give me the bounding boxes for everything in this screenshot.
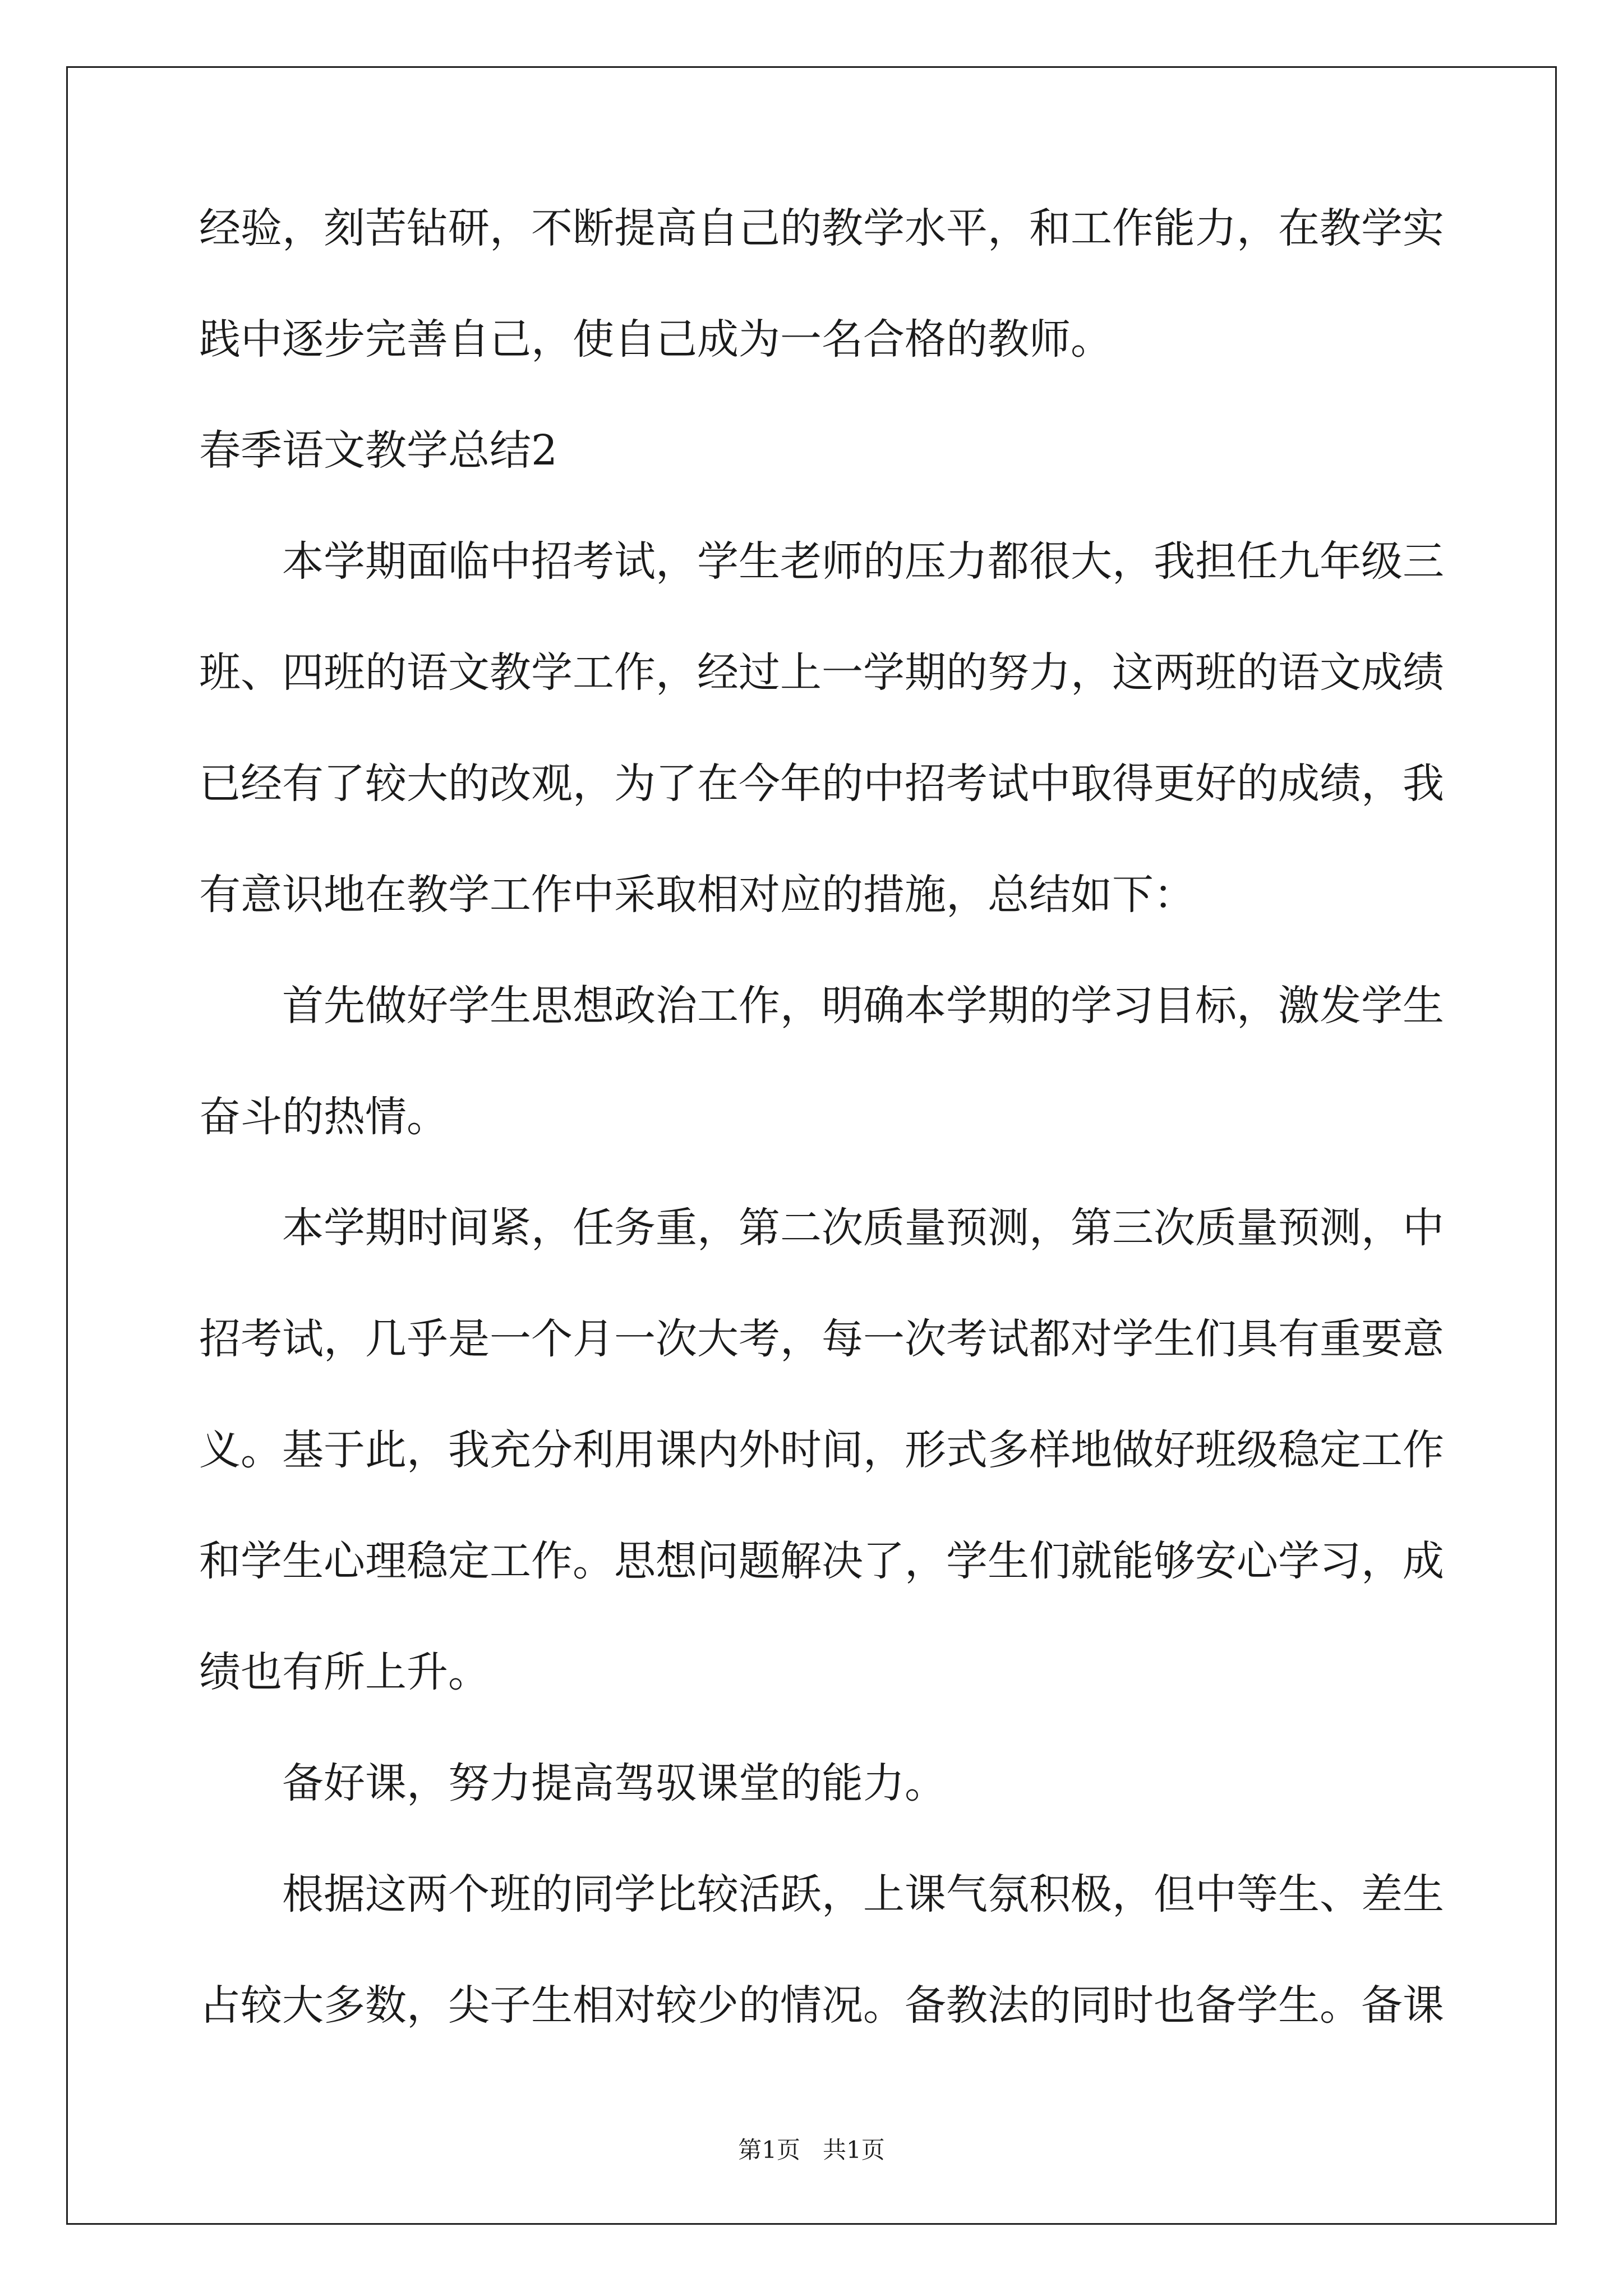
document-body (199, 204, 1444, 2096)
paragraph-line: 义。基于此，我充分利用课内外时间，形式多样地做好班级稳定工作 (199, 1426, 1444, 1474)
paragraph-line: 践中逐步完善自己，使自己成为一名合格的教师。 (199, 315, 1112, 364)
paragraph-line: 和学生心理稳定工作。思想问题解决了，学生们就能够安心学习，成 (199, 1537, 1444, 1585)
paragraph-line: 经验，刻苦钻研，不断提高自己的教学水平，和工作能力，在教学实 (199, 204, 1444, 252)
page-footer: 第1页 共1页 (738, 2136, 885, 2164)
paragraph-line: 根据这两个班的同学比较活跃，上课气氛积极，但中等生、差生 (282, 1870, 1444, 1918)
paragraph-line: 已经有了较大的改观，为了在今年的中招考试中取得更好的成绩，我 (199, 760, 1444, 808)
paragraph-line: 首先做好学生思想政治工作，明确本学期的学习目标，激发学生 (282, 982, 1444, 1030)
paragraph-line: 本学期面临中招考试，学生老师的压力都很大，我担任九年级三 (282, 537, 1444, 586)
paragraph-line: 本学期时间紧，任务重，第二次质量预测，第三次质量预测，中 (282, 1204, 1444, 1252)
section-heading: 春季语文教学总结2 (199, 426, 558, 475)
paragraph-line: 有意识地在教学工作中采取相对应的措施，总结如下： (199, 871, 1195, 919)
paragraph-line: 招考试，几乎是一个月一次大考，每一次考试都对学生们具有重要意 (199, 1315, 1444, 1363)
paragraph-line: 占较大多数，尖子生相对较少的情况。备教法的同时也备学生。备课 (199, 1981, 1444, 2030)
paragraph-line: 备好课，努力提高驾驭课堂的能力。 (282, 1759, 946, 1807)
paragraph-line: 绩也有所上升。 (199, 1648, 490, 1696)
paragraph-line: 班、四班的语文教学工作，经过上一学期的努力，这两班的语文成绩 (199, 648, 1444, 697)
paragraph-line: 奋斗的热情。 (199, 1093, 448, 1141)
